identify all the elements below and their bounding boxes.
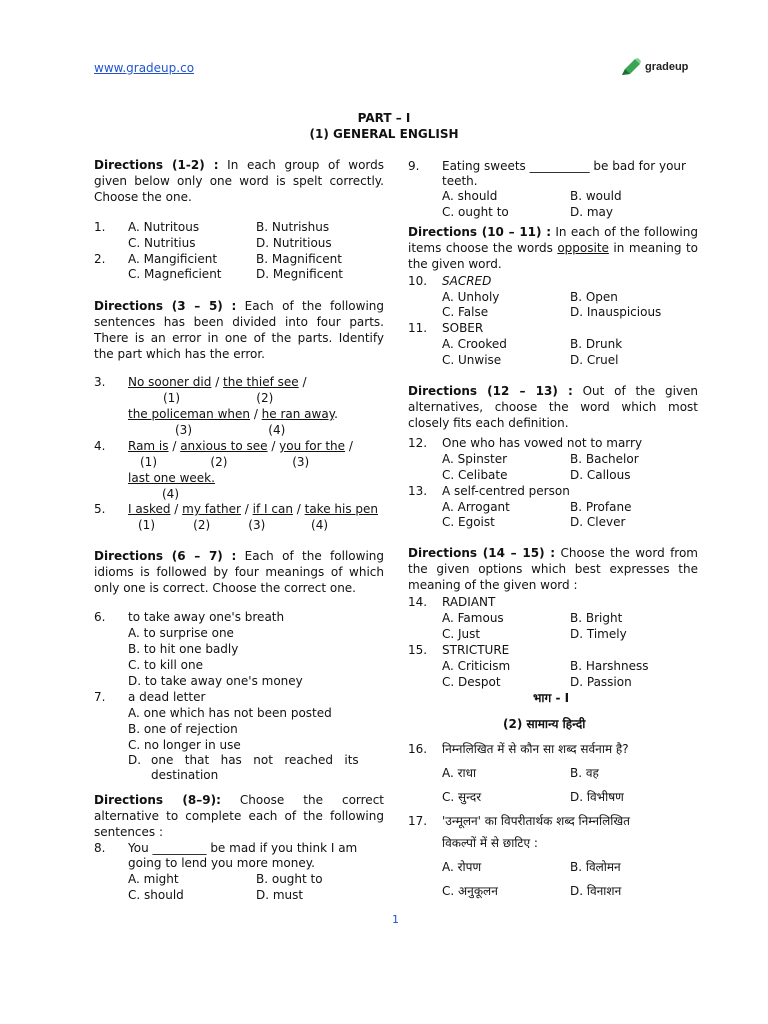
question-number: 9. [408, 159, 420, 173]
directions-label: Directions (8–9): [94, 793, 221, 807]
separator: . [334, 407, 338, 421]
part-numbers: (1) (2) [163, 391, 274, 405]
directions-3-5 [94, 298, 384, 362]
option-d-continued: destination [151, 768, 219, 782]
sentence-part-1: Ram is [128, 439, 169, 453]
pencil-logo-icon [620, 57, 642, 77]
question-number: 17. [408, 814, 428, 828]
sentence-part-3: you for the [279, 439, 346, 453]
site-link[interactable]: www.gradeup.co [94, 61, 195, 75]
option-c: C. सुन्दर [442, 790, 482, 804]
part-numbers: (3) (4) [175, 423, 286, 437]
sentence-line [128, 374, 307, 390]
option-a: A. Famous [442, 611, 504, 625]
directions-label: Directions (1-2) : [94, 158, 219, 172]
option-b: B. ought to [256, 872, 323, 886]
option-d-label: D. [128, 753, 142, 767]
directions-label: Directions (14 – 15) : [408, 546, 556, 560]
sentence-part-2: the thief see [223, 375, 299, 389]
separator: / [170, 502, 183, 516]
option-d: D. Timely [570, 627, 627, 641]
directions-6-7 [94, 548, 384, 596]
sentence-part-2: my father [182, 502, 241, 516]
directions-12-13 [408, 383, 698, 431]
question-stem: One who has vowed not to marry [442, 436, 643, 450]
question-number: 10. [408, 274, 428, 288]
option-d: D. Cruel [570, 353, 619, 367]
option-b: B. would [570, 189, 622, 203]
option-d: D. Inauspicious [570, 305, 662, 319]
separator: / [250, 407, 262, 421]
option-a: A. might [128, 872, 179, 886]
question-number: 8. [94, 841, 106, 855]
option-d: D. Clever [570, 515, 626, 529]
question-stem: You _________ be mad if you think I am [128, 841, 358, 855]
part-number: (4) [162, 487, 179, 501]
option-b: B. विलोमन [570, 860, 621, 874]
option-d: D. may [570, 205, 614, 219]
option-b: B. Drunk [570, 337, 623, 351]
directions-emphasis: opposite [557, 241, 609, 255]
hindi-part-title: भाग - I [533, 691, 570, 705]
question-number: 3. [94, 375, 106, 389]
option-d: one that has not reached its [151, 753, 359, 767]
question-stem: A self-centred person [442, 484, 570, 498]
sentence-part-2: anxious to see [180, 439, 268, 453]
option-c: C. no longer in use [128, 738, 241, 752]
option-b: B. Profane [570, 500, 632, 514]
option-c: C. Magneficient [128, 267, 222, 281]
sentence-line [128, 438, 353, 454]
option-b: B. Harshness [570, 659, 649, 673]
directions-text-end: in meaning to the given word. [408, 241, 698, 271]
question-number: 2. [94, 252, 106, 266]
option-c: C. to kill one [128, 658, 203, 672]
option-c: C. Just [442, 627, 481, 641]
option-a: A. should [442, 189, 498, 203]
option-d: D. Callous [570, 468, 631, 482]
sentence-part-4: last one week. [128, 471, 215, 485]
question-number: 15. [408, 643, 428, 657]
option-c: C. Celibate [442, 468, 508, 482]
separator: / [298, 375, 307, 389]
gradeup-logo [620, 57, 688, 77]
sentence-part-3: if I can [252, 502, 293, 516]
option-d: D. Passion [570, 675, 632, 689]
option-d: D. विनाशन [570, 884, 622, 898]
separator: / [168, 439, 181, 453]
sentence-part-1: No sooner did [128, 375, 212, 389]
option-a: A. one which has not been posted [128, 706, 332, 720]
question-number: 12. [408, 436, 428, 450]
question-stem-continued: going to lend you more money. [128, 856, 315, 870]
page-number: 1 [392, 913, 399, 926]
hindi-section-title: (2) सामान्य हिन्दी [503, 717, 586, 731]
option-b: B. to hit one badly [128, 642, 239, 656]
question-stem-continued: विकल्पों में से छाटिए : [442, 836, 538, 850]
option-d: D. must [256, 888, 304, 902]
option-a: A. Crooked [442, 337, 507, 351]
sentence-part-1: I asked [128, 502, 171, 516]
directions-text: Each of the following sentences has been divided into four parts. There is an error in one of the parts. Identify the part which has the error. [94, 299, 384, 361]
question-word: SACRED [442, 274, 492, 288]
option-a: A. रोपण [442, 860, 482, 874]
sentence-part-4: he ran away [261, 407, 335, 421]
part-numbers: (1) (2) (3) [140, 455, 310, 469]
question-number: 13. [408, 484, 428, 498]
logo-text: gradeup [645, 61, 689, 73]
question-stem: a dead letter [128, 690, 206, 704]
option-c: C. ought to [442, 205, 509, 219]
option-a: A. to surprise one [128, 626, 234, 640]
option-c: C. Nutritius [128, 236, 196, 250]
part-numbers: (1) (2) (3) (4) [138, 518, 329, 532]
question-word: SOBER [442, 321, 484, 335]
directions-label: Directions (3 – 5) : [94, 299, 237, 313]
question-stem: 'उन्मूलन' का विपरीतार्थक शब्द निम्नलिखित [442, 814, 630, 828]
option-b: B. Open [570, 290, 618, 304]
directions-label: Directions (6 – 7) : [94, 549, 237, 563]
option-b: B. one of rejection [128, 722, 238, 736]
option-a: A. Arrogant [442, 500, 510, 514]
option-a: A. Criticism [442, 659, 511, 673]
question-number: 1. [94, 220, 106, 234]
option-c: C. अनुकूलन [442, 884, 498, 898]
directions-text: Out of the given alternatives, choose the word which most closely fits each definition. [408, 384, 698, 430]
directions-text: Choose the correct alternative to complete each of the following sentences : [94, 793, 384, 839]
separator: / [211, 375, 224, 389]
option-a: A. Nutritous [128, 220, 200, 234]
option-b: B. Bachelor [570, 452, 639, 466]
directions-8-9 [94, 792, 384, 840]
option-d: D. to take away one's money [128, 674, 303, 688]
directions-text: Each of the following idioms is followed by four meanings of which only one is correct. Choose the correct one. [94, 549, 384, 595]
sentence-part-4: take his pen [304, 502, 378, 516]
question-stem: निम्नलिखित में से कौन सा शब्द सर्वनाम है? [442, 742, 629, 756]
directions-label: Directions (12 – 13) : [408, 384, 573, 398]
question-word: RADIANT [442, 595, 496, 609]
option-d: D. विभीषण [570, 790, 624, 804]
question-number: 16. [408, 742, 428, 756]
question-number: 5. [94, 502, 106, 516]
option-b: B. वह [570, 766, 599, 780]
option-c: C. False [442, 305, 489, 319]
separator: / [292, 502, 305, 516]
separator: / [267, 439, 280, 453]
directions-10-11 [408, 224, 698, 272]
directions-text: In each group of words given below only one word is spelt correctly. Choose the one. [94, 158, 384, 204]
question-number: 7. [94, 690, 106, 704]
question-word: STRICTURE [442, 643, 510, 657]
option-a: A. Spinster [442, 452, 508, 466]
option-d: D. Megnificent [256, 267, 344, 281]
option-c: C. Unwise [442, 353, 502, 367]
option-b: B. Bright [570, 611, 623, 625]
separator: / [345, 439, 353, 453]
sentence-line [128, 501, 378, 517]
question-number: 6. [94, 610, 106, 624]
directions-1-2 [94, 157, 384, 205]
option-a: A. राधा [442, 766, 477, 780]
option-b: B. Magnificent [256, 252, 342, 266]
separator: / [240, 502, 253, 516]
option-d: D. Nutritious [256, 236, 332, 250]
question-stem: to take away one's breath [128, 610, 285, 624]
option-c: C. Egoist [442, 515, 495, 529]
directions-label: Directions (10 – 11) : [408, 225, 551, 239]
section-title: (1) GENERAL ENGLISH [309, 127, 459, 141]
part-title: PART – I [357, 111, 411, 125]
option-a: A. Unholy [442, 290, 500, 304]
question-stem: Eating sweets __________ be bad for your [442, 159, 686, 173]
option-b: B. Nutrishus [256, 220, 330, 234]
question-number: 11. [408, 321, 428, 335]
directions-text: Choose the word from the given options which best expresses the meaning of the given word : [408, 546, 698, 592]
option-c: C. should [128, 888, 184, 902]
question-stem-continued: teeth. [442, 174, 478, 188]
option-a: A. Mangificient [128, 252, 218, 266]
sentence-part-3: the policeman when [128, 407, 250, 421]
question-number: 4. [94, 439, 106, 453]
option-c: C. Despot [442, 675, 501, 689]
sentence-line [128, 406, 338, 422]
directions-text: In each of the following items choose the words [408, 225, 698, 255]
question-number: 14. [408, 595, 428, 609]
directions-14-15 [408, 545, 698, 593]
